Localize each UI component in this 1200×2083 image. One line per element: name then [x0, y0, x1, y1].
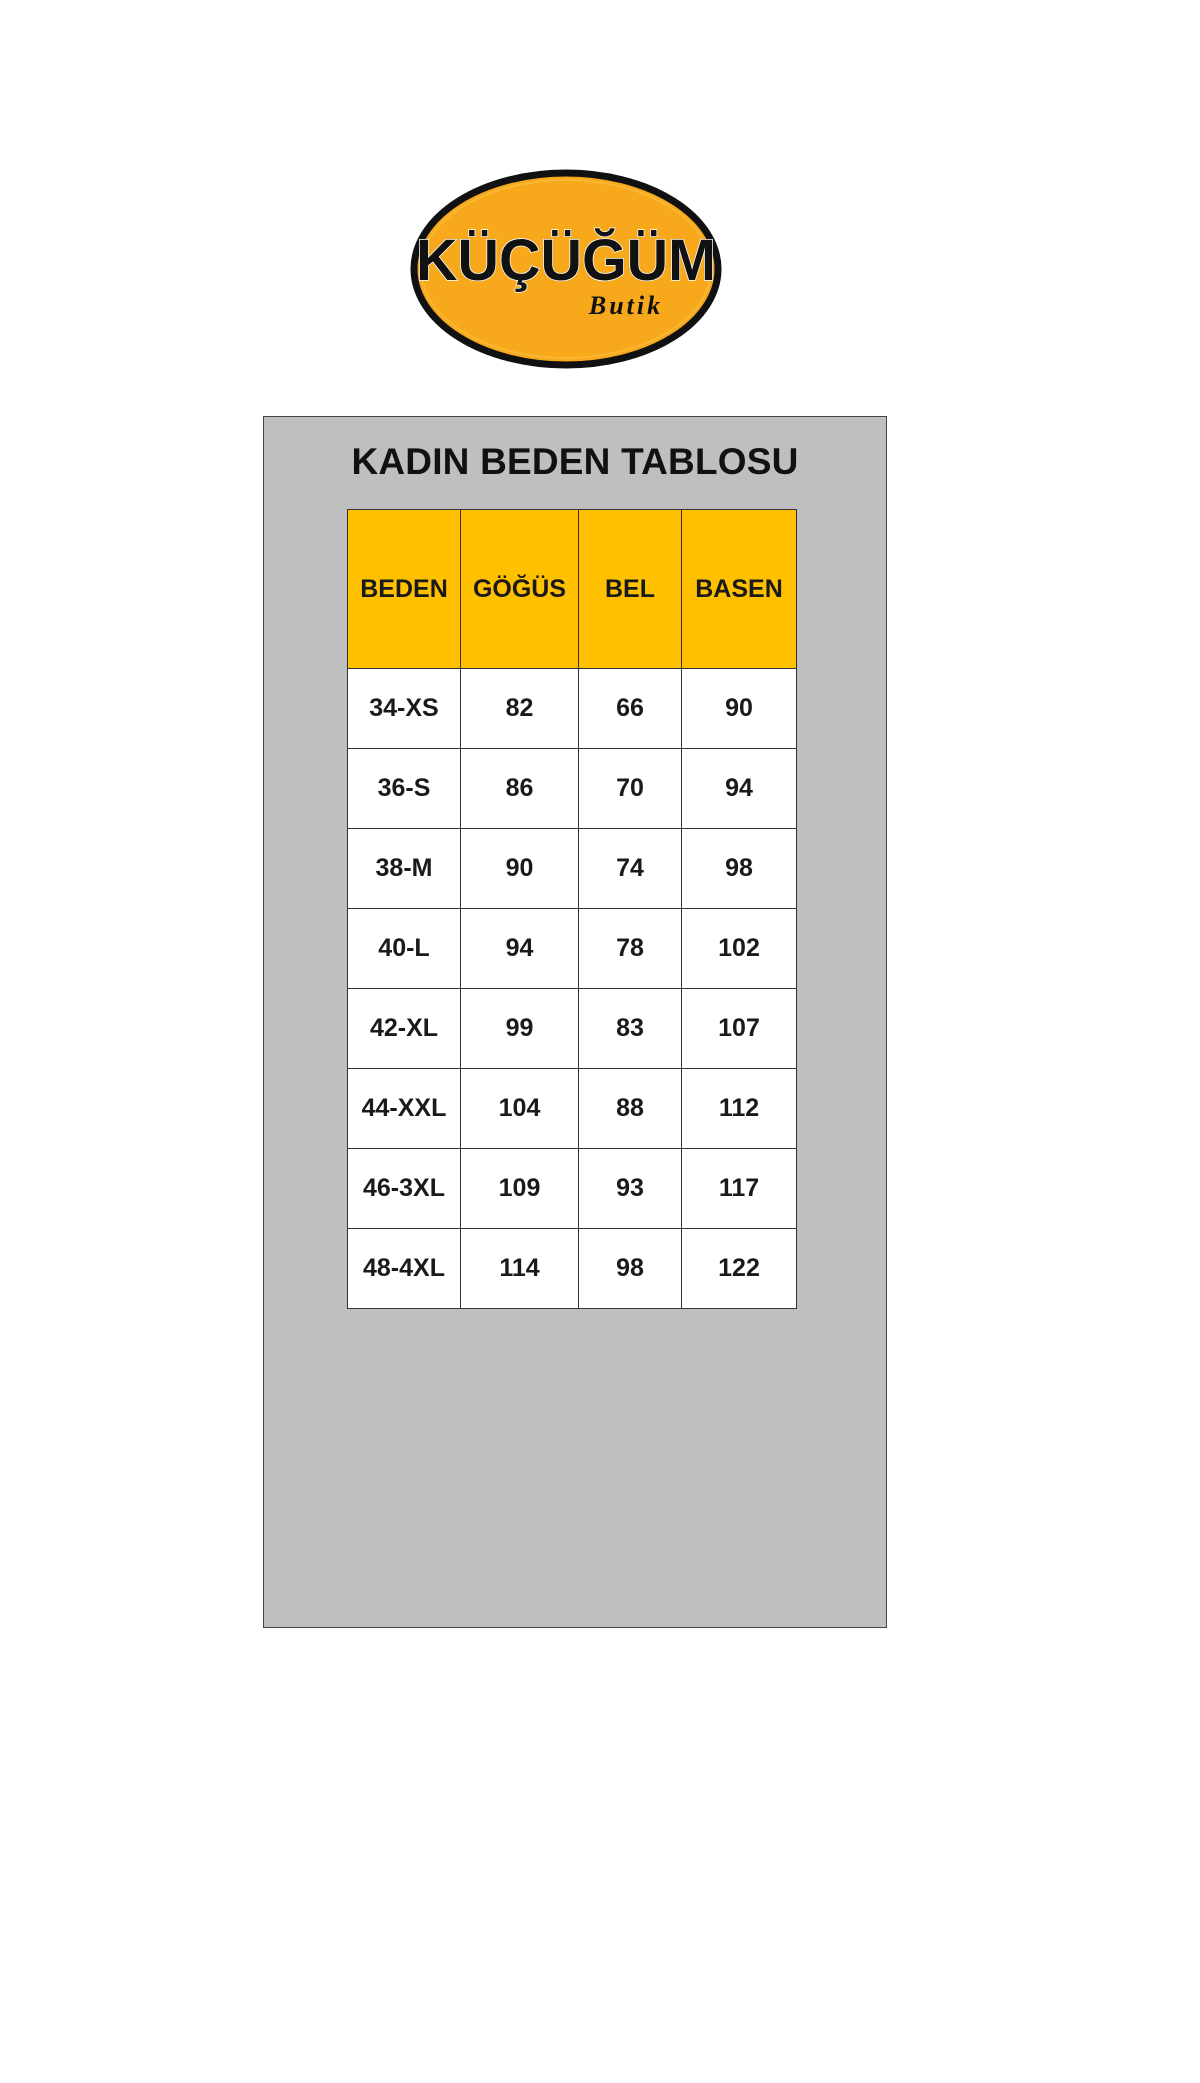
cell-basen: 98 [682, 829, 797, 909]
cell-beden: 40-L [348, 909, 461, 989]
table-row [348, 1149, 797, 1229]
table-row [348, 829, 797, 909]
cell-basen: 117 [682, 1149, 797, 1229]
cell-bel: 78 [579, 909, 682, 989]
cell-bel: 88 [579, 1069, 682, 1149]
cell-gogus: 104 [461, 1069, 579, 1149]
cell-basen: 112 [682, 1069, 797, 1149]
cell-gogus: 82 [461, 669, 579, 749]
cell-basen: 107 [682, 989, 797, 1069]
cell-gogus: 99 [461, 989, 579, 1069]
table-row [348, 1229, 797, 1309]
cell-beden: 38-M [348, 829, 461, 909]
header-bel: BEL [579, 510, 682, 669]
cell-basen: 122 [682, 1229, 797, 1309]
cell-gogus: 86 [461, 749, 579, 829]
cell-basen: 94 [682, 749, 797, 829]
table-row [348, 669, 797, 749]
cell-gogus: 90 [461, 829, 579, 909]
cell-beden: 36-S [348, 749, 461, 829]
cell-beden: 44-XXL [348, 1069, 461, 1149]
brand-logo [408, 168, 724, 370]
cell-gogus: 114 [461, 1229, 579, 1309]
cell-gogus: 94 [461, 909, 579, 989]
logo-subtitle-text: Butik [588, 291, 664, 320]
cell-beden: 42-XL [348, 989, 461, 1069]
size-chart-panel [263, 416, 887, 1628]
logo-brand-text: KÜÇÜĞÜM [416, 228, 716, 293]
table-row [348, 989, 797, 1069]
cell-bel: 74 [579, 829, 682, 909]
cell-beden: 34-XS [348, 669, 461, 749]
table-header-row [348, 510, 797, 669]
header-gogus: GÖĞÜS [461, 510, 579, 669]
cell-basen: 90 [682, 669, 797, 749]
table-row [348, 749, 797, 829]
table-row [348, 909, 797, 989]
table-row [348, 1069, 797, 1149]
cell-basen: 102 [682, 909, 797, 989]
size-chart-title: KADIN BEDEN TABLOSU [351, 441, 799, 482]
cell-beden: 48-4XL [348, 1229, 461, 1309]
header-beden: BEDEN [348, 510, 461, 669]
cell-bel: 70 [579, 749, 682, 829]
size-table [347, 509, 797, 1309]
cell-bel: 98 [579, 1229, 682, 1309]
header-basen: BASEN [682, 510, 797, 669]
cell-beden: 46-3XL [348, 1149, 461, 1229]
cell-bel: 93 [579, 1149, 682, 1229]
cell-bel: 66 [579, 669, 682, 749]
cell-gogus: 109 [461, 1149, 579, 1229]
cell-bel: 83 [579, 989, 682, 1069]
